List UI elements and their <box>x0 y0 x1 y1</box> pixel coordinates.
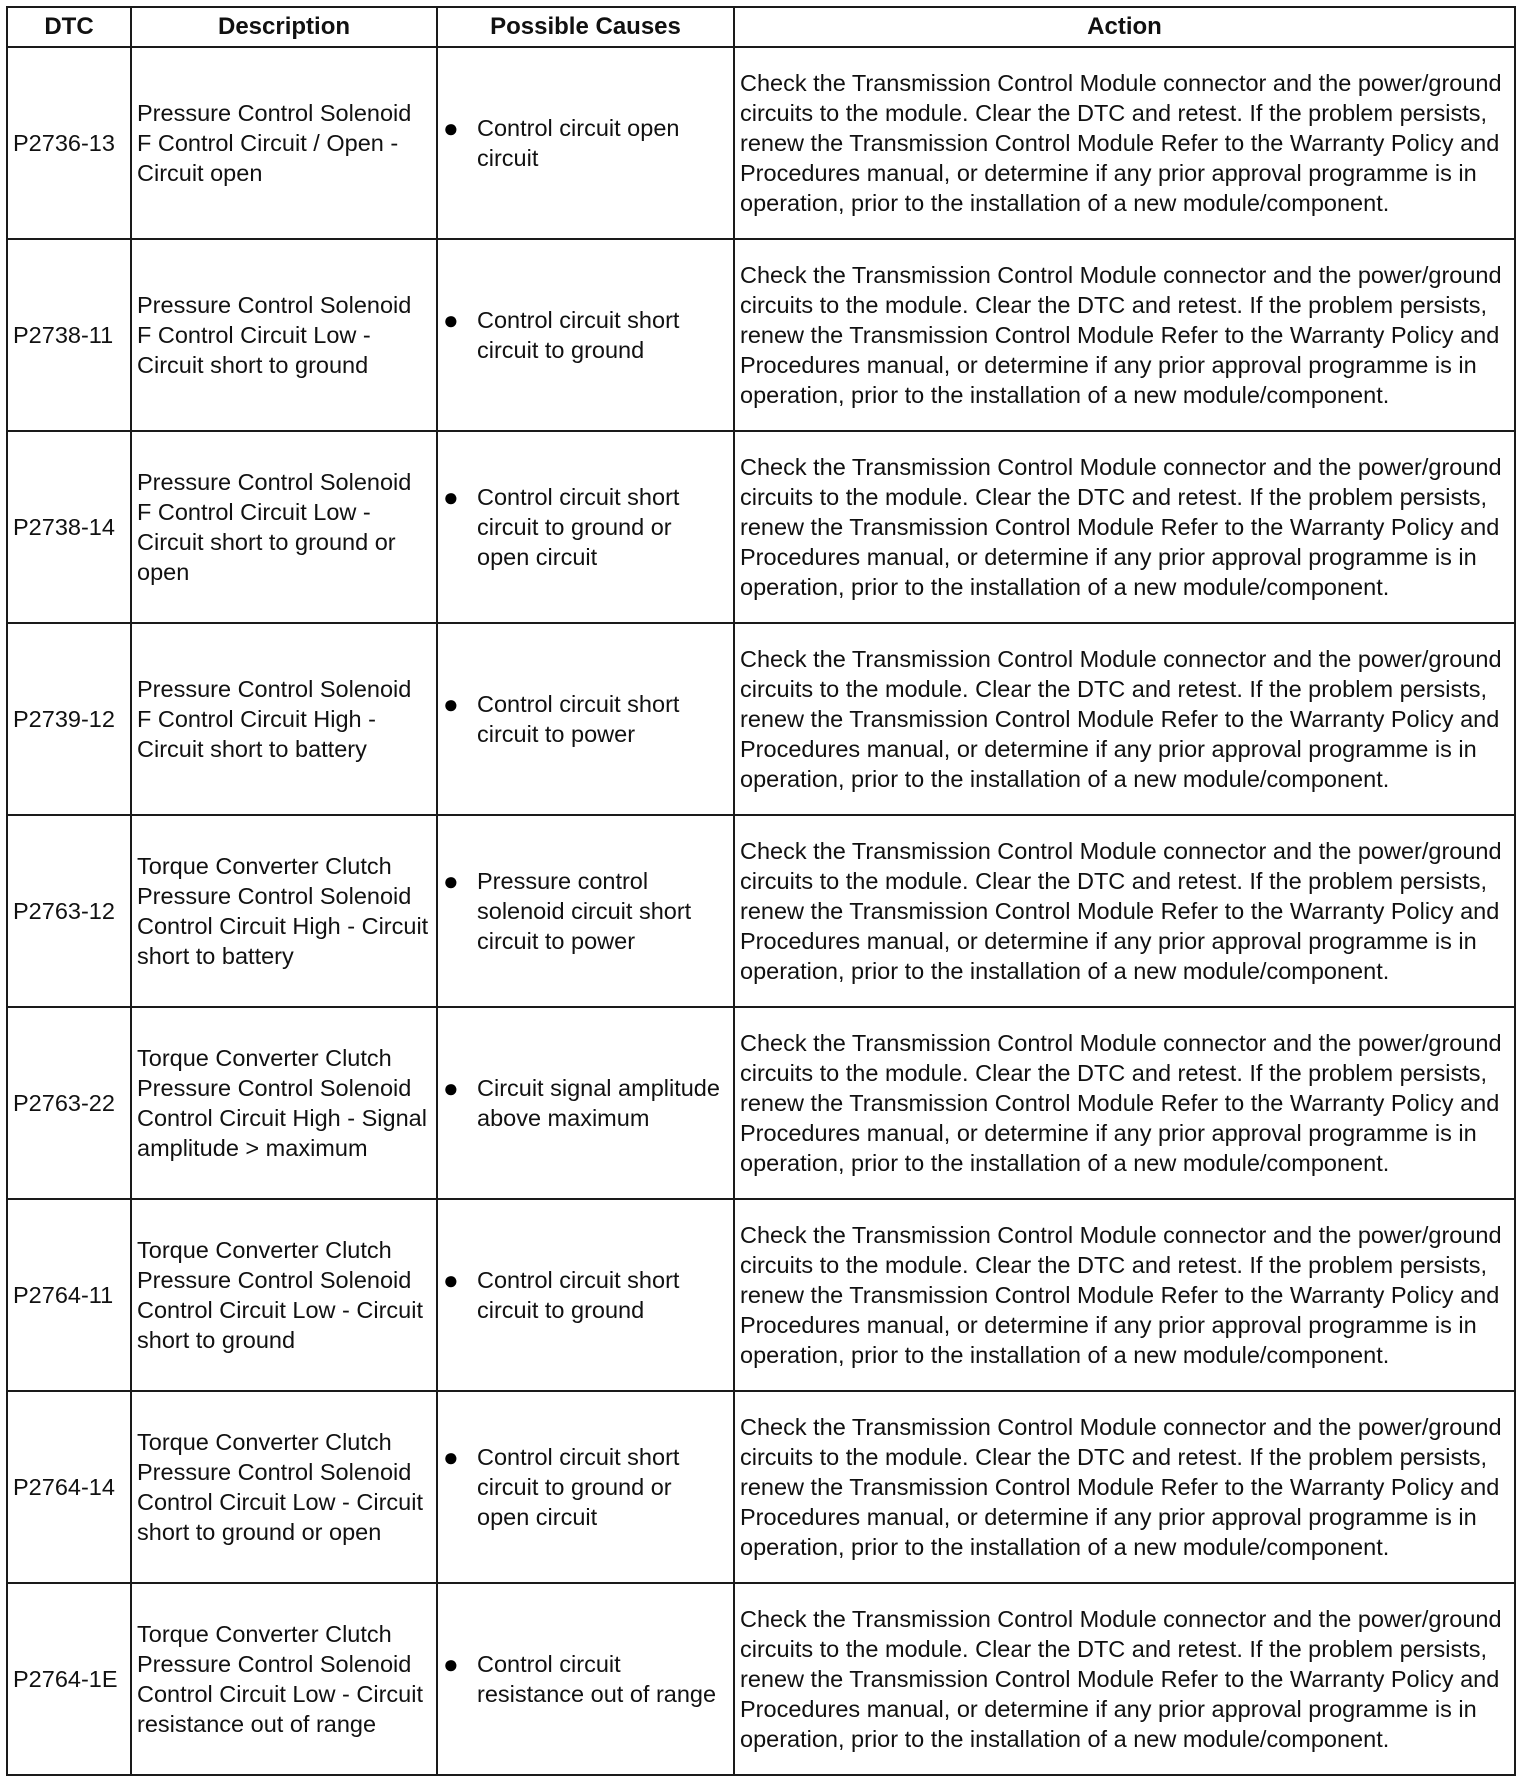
cause-text: Pressure control solenoid circuit short circuit to power <box>477 868 692 954</box>
cause-text: Circuit signal amplitude above maximum <box>477 1075 720 1131</box>
action-text: Check the Transmission Control Module connector and the power/ground circuits to the module. Clear the DTC and retest. If the problem persists, renew the Transmission Control Module Refer to the Warranty Policy and Procedures manual, or determine if any prior approval programme is in operation, prior to the installation of a new module/component. <box>734 1199 1515 1391</box>
table-row <box>7 239 1515 431</box>
cause-item <box>443 1265 728 1325</box>
dtc-table <box>6 6 1516 1776</box>
dtc-code: P2736-13 <box>7 47 131 239</box>
cause-item <box>443 305 728 365</box>
dtc-description: Torque Converter Clutch Pressure Control Solenoid Control Circuit High - Circuit short to battery <box>131 815 437 1007</box>
possible-causes-cell <box>437 623 734 815</box>
bullet-icon: ● <box>443 689 459 719</box>
cause-item <box>443 1649 728 1709</box>
possible-causes-cell <box>437 431 734 623</box>
bullet-icon: ● <box>443 1073 459 1103</box>
table-row <box>7 431 1515 623</box>
dtc-code: P2763-12 <box>7 815 131 1007</box>
action-text: Check the Transmission Control Module connector and the power/ground circuits to the module. Clear the DTC and retest. If the problem persists, renew the Transmission Control Module Refer to the Warranty Policy and Procedures manual, or determine if any prior approval programme is in operation, prior to the installation of a new module/component. <box>734 239 1515 431</box>
table-row <box>7 47 1515 239</box>
dtc-description: Torque Converter Clutch Pressure Control Solenoid Control Circuit Low - Circuit short to ground <box>131 1199 437 1391</box>
action-text: Check the Transmission Control Module connector and the power/ground circuits to the module. Clear the DTC and retest. If the problem persists, renew the Transmission Control Module Refer to the Warranty Policy and Procedures manual, or determine if any prior approval programme is in operation, prior to the installation of a new module/component. <box>734 47 1515 239</box>
dtc-code: P2764-1E <box>7 1583 131 1775</box>
possible-causes-cell <box>437 1007 734 1199</box>
possible-causes-cell <box>437 47 734 239</box>
header-dtc: DTC <box>7 7 131 47</box>
header-possible-causes: Possible Causes <box>437 7 734 47</box>
dtc-code: P2764-11 <box>7 1199 131 1391</box>
cause-item <box>443 1442 728 1532</box>
header-action: Action <box>734 7 1515 47</box>
dtc-code: P2739-12 <box>7 623 131 815</box>
possible-causes-cell <box>437 1199 734 1391</box>
table-row <box>7 1007 1515 1199</box>
cause-item <box>443 866 728 956</box>
bullet-icon: ● <box>443 866 459 896</box>
action-text: Check the Transmission Control Module connector and the power/ground circuits to the module. Clear the DTC and retest. If the problem persists, renew the Transmission Control Module Refer to the Warranty Policy and Procedures manual, or determine if any prior approval programme is in operation, prior to the installation of a new module/component. <box>734 623 1515 815</box>
cause-item <box>443 482 728 572</box>
table-row <box>7 815 1515 1007</box>
action-text: Check the Transmission Control Module connector and the power/ground circuits to the module. Clear the DTC and retest. If the problem persists, renew the Transmission Control Module Refer to the Warranty Policy and Procedures manual, or determine if any prior approval programme is in operation, prior to the installation of a new module/component. <box>734 1007 1515 1199</box>
bullet-icon: ● <box>443 1265 459 1295</box>
bullet-icon: ● <box>443 305 459 335</box>
dtc-description: Pressure Control Solenoid F Control Circuit High - Circuit short to battery <box>131 623 437 815</box>
dtc-description: Torque Converter Clutch Pressure Control Solenoid Control Circuit Low - Circuit short to ground or open <box>131 1391 437 1583</box>
possible-causes-cell <box>437 1391 734 1583</box>
action-text: Check the Transmission Control Module connector and the power/ground circuits to the module. Clear the DTC and retest. If the problem persists, renew the Transmission Control Module Refer to the Warranty Policy and Procedures manual, or determine if any prior approval programme is in operation, prior to the installation of a new module/component. <box>734 815 1515 1007</box>
cause-item <box>443 1073 728 1133</box>
cause-text: Control circuit resistance out of range <box>477 1651 717 1707</box>
cause-item <box>443 113 728 173</box>
cause-text: Control circuit short circuit to ground <box>477 1267 680 1323</box>
dtc-code: P2738-11 <box>7 239 131 431</box>
cause-text: Control circuit short circuit to ground or open circuit <box>477 484 680 570</box>
dtc-description: Pressure Control Solenoid F Control Circuit Low - Circuit short to ground or open <box>131 431 437 623</box>
dtc-code: P2764-14 <box>7 1391 131 1583</box>
dtc-code: P2763-22 <box>7 1007 131 1199</box>
table-header-row <box>7 7 1515 47</box>
dtc-description: Pressure Control Solenoid F Control Circuit / Open - Circuit open <box>131 47 437 239</box>
header-description: Description <box>131 7 437 47</box>
table-row <box>7 1199 1515 1391</box>
table-row <box>7 1583 1515 1775</box>
cause-item <box>443 689 728 749</box>
table-row <box>7 1391 1515 1583</box>
bullet-icon: ● <box>443 482 459 512</box>
bullet-icon: ● <box>443 1442 459 1472</box>
action-text: Check the Transmission Control Module connector and the power/ground circuits to the module. Clear the DTC and retest. If the problem persists, renew the Transmission Control Module Refer to the Warranty Policy and Procedures manual, or determine if any prior approval programme is in operation, prior to the installation of a new module/component. <box>734 431 1515 623</box>
action-text: Check the Transmission Control Module connector and the power/ground circuits to the module. Clear the DTC and retest. If the problem persists, renew the Transmission Control Module Refer to the Warranty Policy and Procedures manual, or determine if any prior approval programme is in operation, prior to the installation of a new module/component. <box>734 1391 1515 1583</box>
table-row <box>7 623 1515 815</box>
cause-text: Control circuit short circuit to ground or open circuit <box>477 1444 680 1530</box>
possible-causes-cell <box>437 815 734 1007</box>
possible-causes-cell <box>437 1583 734 1775</box>
cause-text: Control circuit short circuit to ground <box>477 307 680 363</box>
dtc-description: Torque Converter Clutch Pressure Control Solenoid Control Circuit Low - Circuit resistance out of range <box>131 1583 437 1775</box>
cause-text: Control circuit short circuit to power <box>477 691 680 747</box>
bullet-icon: ● <box>443 113 459 143</box>
dtc-description: Torque Converter Clutch Pressure Control Solenoid Control Circuit High - Signal amplitude > maximum <box>131 1007 437 1199</box>
dtc-description: Pressure Control Solenoid F Control Circuit Low - Circuit short to ground <box>131 239 437 431</box>
bullet-icon: ● <box>443 1649 459 1679</box>
dtc-code: P2738-14 <box>7 431 131 623</box>
cause-text: Control circuit open circuit <box>477 115 680 171</box>
action-text: Check the Transmission Control Module connector and the power/ground circuits to the module. Clear the DTC and retest. If the problem persists, renew the Transmission Control Module Refer to the Warranty Policy and Procedures manual, or determine if any prior approval programme is in operation, prior to the installation of a new module/component. <box>734 1583 1515 1775</box>
possible-causes-cell <box>437 239 734 431</box>
